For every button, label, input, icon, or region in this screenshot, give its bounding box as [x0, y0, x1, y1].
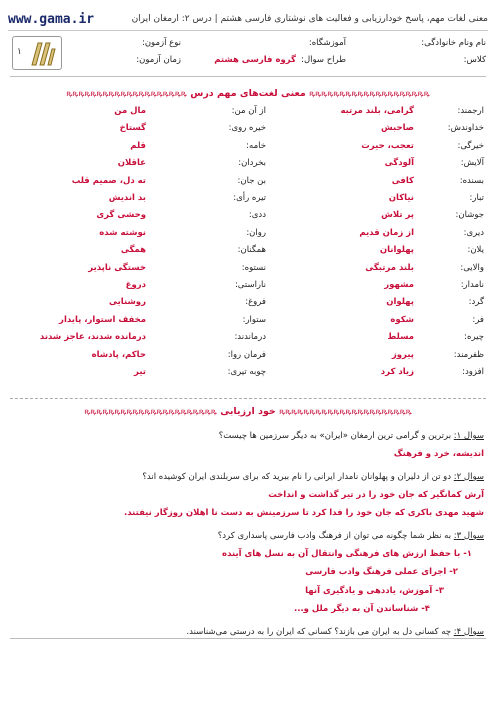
vocab-meaning: آلودگی: [384, 158, 414, 169]
question-body: چه کسانی دل به ایران می بازند؟ کسانی که ایران را به درستی می‌شناسند.: [186, 626, 454, 637]
vocab-word: روان:: [246, 227, 266, 238]
bottom-divider: [10, 638, 486, 639]
vocab-ornament-left: ꝶꝶꝶꝶꝶꝶꝶꝶꝶꝶꝶꝶꝶꝶꝶꝶꝶꝶꝶꝶ: [309, 89, 430, 98]
vocab-meaning: مشهور: [384, 280, 414, 290]
time-label: زمان آزمون:: [136, 55, 181, 65]
question-body: برترین و گرامی ترین ارمغان «ایران» به دیگر سرزمین ها چیست؟: [218, 431, 454, 441]
question-label: سوال ۱:: [453, 431, 484, 441]
vocab-row: [12, 350, 484, 367]
question-label: سوال ۲:: [453, 471, 484, 482]
self-assessment-title: [10, 406, 486, 417]
vocab-row: [12, 176, 484, 193]
vocab-meaning: پهلوان: [386, 297, 414, 308]
vocab-word: ناراستی:: [234, 280, 266, 290]
vocab-meaning: شکوه: [390, 314, 414, 325]
exam-header: [10, 36, 486, 72]
vocab-meaning: صاحبش: [380, 123, 414, 134]
vocab-meaning: تعجب، حیرت: [361, 140, 414, 151]
vocab-meaning: از زمان قدیم: [359, 227, 414, 238]
vocab-word: گرد:: [468, 297, 484, 308]
vocab-meaning: وحشی گری: [96, 210, 146, 221]
vocab-word: بن جان:: [237, 175, 266, 186]
header-divider: [10, 76, 486, 77]
top-bar: [8, 8, 488, 31]
vocab-word: چوبه تیری:: [227, 367, 266, 377]
vocab-word: خداوندش:: [447, 123, 484, 134]
school-label: آموزشگاه:: [308, 38, 346, 48]
vocab-word: ستوار:: [242, 314, 266, 325]
self-ornament-right: ꝶꝶꝶꝶꝶꝶꝶꝶꝶꝶꝶꝶꝶꝶꝶꝶꝶꝶꝶꝶꝶꝶ: [84, 407, 217, 416]
vocab-row: [12, 123, 484, 140]
answer-text: ۱- با حفظ ارزش های فرهنگی وانتقال آن به نسل های آینده: [222, 548, 472, 559]
vocab-ornament-right: ꝶꝶꝶꝶꝶꝶꝶꝶꝶꝶꝶꝶꝶꝶꝶꝶꝶꝶꝶꝶ: [66, 89, 187, 98]
vocab-word: آلایش:: [460, 158, 484, 169]
vocab-word: بخردان:: [238, 158, 266, 169]
logo-box: [12, 36, 62, 70]
vocab-row: [12, 280, 484, 297]
vocab-word: بسنده:: [459, 175, 484, 186]
question-body: به نظر شما چگونه می توان از فرهنگ وادب فارسی پاسداری کرد؟: [217, 530, 454, 541]
vocab-row: [12, 106, 484, 123]
vocab-row: [12, 263, 484, 280]
answer-text: شهید مهدی باکری که جان خود را فدا کرد تا سرزمینش به دست نا اهلان روزگار نیفتند.: [123, 508, 484, 518]
answer-text: آرش کمانگیر که جان خود را در تیر گذاشت و انداخت: [268, 489, 484, 500]
vocab-word: خامه:: [246, 140, 266, 151]
vocab-word: خیره روی:: [228, 123, 266, 134]
question-text: [186, 627, 484, 637]
vocab-row: [12, 367, 484, 384]
vocab-word: از آن من:: [231, 106, 266, 116]
vocab-meaning: بد اندیش: [108, 193, 146, 203]
vocab-meaning: تیر: [134, 367, 146, 377]
vocab-meaning: مخفف استوار، پایدار: [59, 314, 146, 325]
vocab-word: جوشان:: [455, 210, 484, 221]
vocab-meaning: درمانده شدند، عاجز شدند: [39, 332, 146, 343]
vocab-word: فر:: [472, 314, 484, 325]
vocab-meaning: خستگی ناپذیر: [88, 262, 146, 273]
vocab-meaning: همگی: [120, 245, 146, 256]
vocab-title-text: معنی لغت‌های مهم درس: [190, 88, 306, 99]
vocab-word: نامدار:: [460, 280, 484, 290]
page-number: ۱: [17, 47, 22, 57]
answer-text: ۲- اجرای عملی فرهنگ وادب فارسی: [305, 567, 458, 577]
question-text: [142, 472, 484, 482]
vocab-word: درماندند:: [234, 332, 266, 343]
document-title: معنی لغات مهم، پاسخ خودارزیابی و فعالیت های نوشتاری فارسی هشتم | درس ۲: ارمغان ایران: [131, 14, 488, 24]
vocab-word: چیره:: [464, 332, 484, 343]
vocab-meaning: عاقلان: [117, 158, 146, 169]
vocab-word: تبار:: [469, 193, 484, 203]
vocab-word: ددی:: [248, 210, 266, 221]
vocab-meaning: زیاد کرد: [380, 367, 414, 377]
vocab-meaning: پر تلاش: [381, 210, 414, 221]
vocab-meaning: ته دل، صمیم قلب: [71, 175, 146, 186]
question-label: سوال ۳:: [453, 530, 484, 541]
vocab-word: فروغ:: [245, 297, 266, 308]
question-label: سوال ۴:: [453, 626, 484, 637]
vocab-word: ظفرمند:: [453, 349, 484, 360]
vocab-word: همگنان:: [237, 245, 266, 256]
vocab-word: فرمان روا:: [227, 349, 266, 360]
vocab-meaning: نوشته شده: [99, 227, 146, 238]
answer-text: ۴- شناساندن آن به دیگر ملل و...: [293, 604, 430, 614]
section-divider: [10, 398, 486, 399]
pen-logo-icon: [28, 39, 58, 67]
name-label: نام ونام خانوادگی:: [421, 38, 486, 48]
vocab-row: [12, 210, 484, 227]
vocab-meaning: گستاخ: [119, 123, 146, 134]
vocab-meaning: نیاکان: [388, 193, 414, 203]
vocab-meaning: بلند مرتبگی: [365, 262, 414, 273]
vocab-row: [12, 332, 484, 349]
answer-text: اندیشه، خرد و فرهنگ: [393, 449, 484, 459]
question-body: دو تن از دلیران و پهلوانان نامدار ایرانی را نام ببرید که برای سربلندی ایران کوشیده اند؟: [142, 471, 454, 482]
vocab-meaning: حاکم، پادشاه: [91, 349, 146, 360]
vocab-row: [12, 193, 484, 210]
vocab-meaning: پیروز: [391, 349, 414, 360]
question-text: [219, 431, 484, 441]
vocab-meaning: مسلط: [387, 332, 414, 343]
vocab-word: ارجمند:: [457, 106, 484, 116]
self-title-text: خود ارزیابی: [220, 406, 276, 417]
vocab-table: [12, 106, 484, 386]
class-label: کلاس:: [463, 55, 486, 65]
vocab-row: [12, 315, 484, 332]
self-ornament-left: ꝶꝶꝶꝶꝶꝶꝶꝶꝶꝶꝶꝶꝶꝶꝶꝶꝶꝶꝶꝶꝶꝶ: [279, 407, 412, 416]
vocab-row: [12, 141, 484, 158]
vocab-row: [12, 245, 484, 262]
vocab-meaning: گرامی، بلند مرتبه: [340, 106, 414, 116]
vocab-word: تیره رأی:: [233, 193, 266, 203]
vocab-row: [12, 297, 484, 314]
vocab-meaning: پهلوانان: [379, 245, 414, 256]
vocab-word: نستوه:: [241, 262, 266, 273]
designer-value: گروه فارسی هشتم: [214, 55, 296, 65]
answer-text: ۳- آموزش، یاددهی و یادگیری آنها: [305, 585, 444, 596]
vocab-word: یلان:: [467, 245, 484, 256]
vocab-meaning: دروغ: [125, 280, 146, 290]
vocab-word: دیری:: [463, 227, 484, 238]
vocab-word: والایی:: [460, 262, 484, 273]
vocab-section-title: [10, 88, 486, 99]
site-url[interactable]: www.gama.ir: [8, 11, 95, 27]
test-type-label: نوع آزمون:: [141, 38, 181, 48]
vocab-meaning: مال من: [114, 106, 146, 116]
vocab-row: [12, 228, 484, 245]
vocab-meaning: قلم: [130, 140, 146, 151]
vocab-row: [12, 158, 484, 175]
vocab-meaning: کافی: [391, 175, 414, 186]
designer-label: طراح سوال:: [301, 55, 346, 65]
question-text: [218, 531, 484, 541]
vocab-word: خیرگی:: [457, 140, 484, 151]
vocab-meaning: روشنایی: [109, 297, 146, 308]
vocab-word: افزود:: [462, 367, 484, 377]
